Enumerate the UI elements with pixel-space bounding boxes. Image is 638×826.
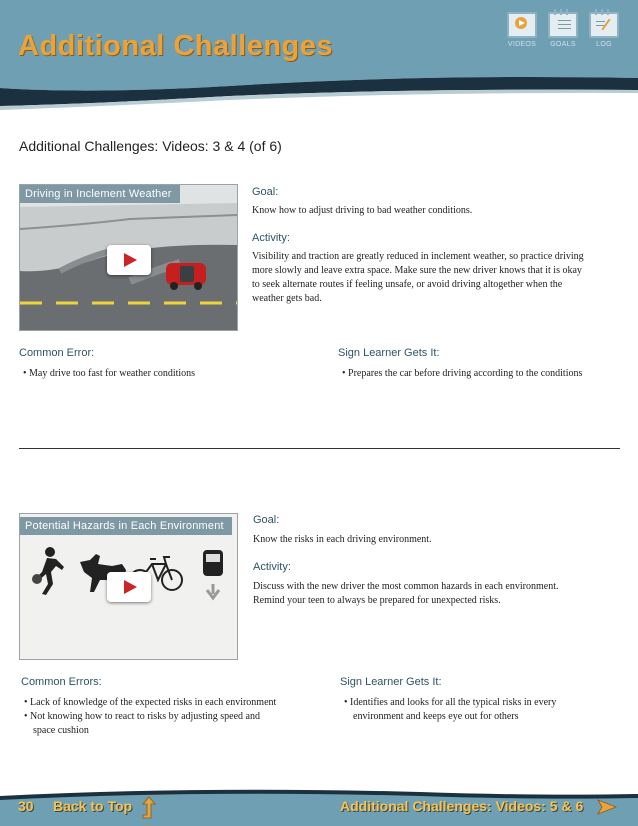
nav-log-label: LOG <box>596 41 612 48</box>
car-front-icon <box>203 550 223 598</box>
video-thumbnail-inclement-weather[interactable] <box>19 184 238 331</box>
sign-learner-item: • Identifies and looks for all the typical risks in every <box>344 697 557 708</box>
sign-learner-label: Sign Learner Gets It: <box>340 676 442 688</box>
activity-line: Visibility and traction are greatly reduced in inclement weather, so practice driving <box>252 251 584 262</box>
common-error-item: • Lack of knowledge of the expected risks in each environment <box>24 697 277 708</box>
activity-line: Discuss with the new driver the most common hazards in each environment. <box>253 581 559 592</box>
common-error-item: • May drive too fast for weather conditions <box>23 368 196 379</box>
section-divider <box>19 448 620 449</box>
sign-learner-item: • Prepares the car before driving according to the conditions <box>342 368 583 379</box>
activity-label: Activity: <box>252 232 290 244</box>
goal-label: Goal: <box>253 514 280 526</box>
sign-learner-item: environment and keeps eye out for others <box>353 711 519 722</box>
right-arrow-icon[interactable] <box>597 799 617 815</box>
activity-label: Activity: <box>253 561 291 573</box>
video-icon <box>507 12 537 38</box>
nav-goals-label: GOALS <box>550 41 576 48</box>
page-title: Additional Challenges <box>18 30 334 62</box>
activity-line: to seek alternate routes if feeling unsafe, or avoid driving altogether when the <box>252 279 563 290</box>
common-errors-list <box>24 696 324 738</box>
goal-text: Know how to adjust driving to bad weather conditions. <box>252 205 473 216</box>
video-thumbnail-potential-hazards[interactable] <box>19 513 238 660</box>
nav-log-button[interactable] <box>589 12 619 48</box>
common-error-label: Common Error: <box>19 347 95 359</box>
common-errors-label: Common Errors: <box>21 676 102 688</box>
back-to-top-link[interactable]: Back to Top <box>53 798 133 814</box>
activity-text <box>252 250 632 306</box>
sign-learner-list <box>344 696 624 724</box>
page-footer <box>0 788 638 826</box>
section-heading: Additional Challenges: Videos: 3 & 4 (of 6) <box>19 138 282 154</box>
sign-learner-label: Sign Learner Gets It: <box>338 347 440 359</box>
play-icon[interactable] <box>107 572 151 602</box>
video-title-label: Driving in Inclement Weather <box>20 185 180 203</box>
common-error-item: • Not knowing how to react to risks by adjusting speed and <box>24 711 260 722</box>
next-videos-link[interactable]: Additional Challenges: Videos: 5 & 6 <box>340 798 584 814</box>
page-header <box>0 0 638 110</box>
play-icon[interactable] <box>107 245 151 275</box>
video-title-label: Potential Hazards in Each Environment <box>20 517 232 535</box>
nav-videos-button[interactable] <box>507 12 537 48</box>
goal-label: Goal: <box>252 186 279 198</box>
activity-line: more slowly and leave extra space. Make sure the new driver knows that it is okay <box>252 265 582 276</box>
log-icon <box>589 12 619 38</box>
common-error-item: space cushion <box>33 725 89 736</box>
activity-line: weather gets bad. <box>252 293 322 304</box>
page-number: 30 <box>18 798 34 814</box>
nav-goals-button[interactable] <box>548 12 578 48</box>
activity-text <box>253 580 633 608</box>
activity-line: Remind your teen to always be prepared for unexpected risks. <box>253 595 501 606</box>
goal-text: Know the risks in each driving environment. <box>253 534 432 545</box>
nav-videos-label: VIDEOS <box>507 41 537 48</box>
checklist-icon <box>548 12 578 38</box>
up-arrow-icon[interactable] <box>142 795 156 819</box>
